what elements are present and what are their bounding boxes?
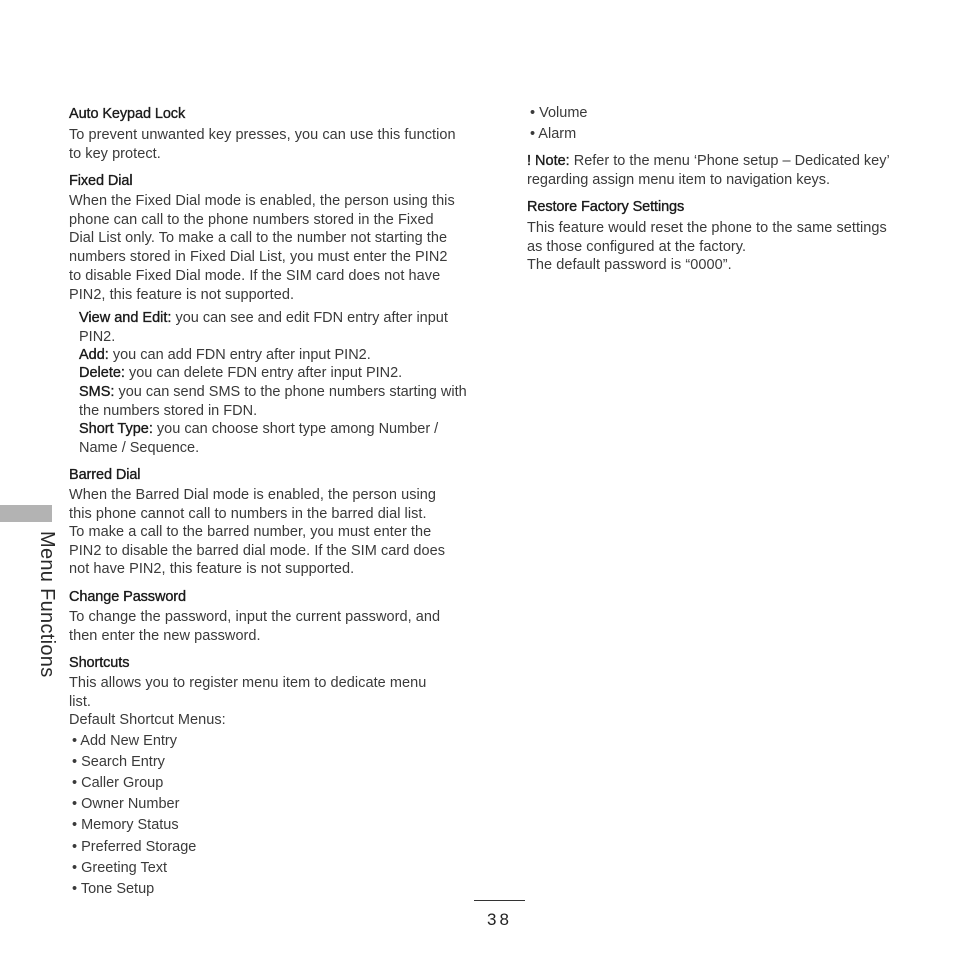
option-text: you can delete FDN entry after input PIN2. — [124, 365, 403, 381]
section-title-shortcuts: Shortcuts — [69, 655, 130, 671]
side-tab-marker — [0, 505, 52, 522]
option-text: you can choose short type among Number / Name / Sequence. — [79, 421, 439, 456]
option-label: Add: — [79, 347, 109, 363]
fdn-option-add — [79, 346, 479, 365]
text-line: To make a call to the barred number, you must enter the — [69, 524, 432, 540]
option-label: SMS: — [79, 384, 115, 400]
text-line: PIN2, this feature is not supported. — [69, 286, 295, 303]
text-line: Dial List only. To make a call to the number not starting the — [69, 230, 448, 247]
option-text: you can see and edit FDN entry after input PIN2. — [79, 310, 448, 345]
note-paragraph — [527, 152, 923, 189]
list-item: • Greeting Text — [72, 860, 168, 876]
note-label: ! Note: — [527, 153, 570, 169]
text-line: Default Shortcut Menus: — [69, 712, 226, 728]
option-label: Short Type: — [79, 421, 153, 437]
option-text: you can add FDN entry after input PIN2. — [108, 347, 371, 363]
text-line: When the Barred Dial mode is enabled, the person using — [69, 487, 437, 503]
section-title-barred-dial: Barred Dial — [69, 467, 141, 483]
text-line: to disable Fixed Dial mode. If the SIM card does not have — [69, 267, 441, 284]
text-line: this phone cannot call to numbers in the barred dial list. — [69, 505, 427, 522]
text-line: phone can call to the phone numbers stored in the Fixed — [69, 211, 434, 228]
list-item: • Preferred Storage — [72, 839, 197, 855]
text-line: To prevent unwanted key presses, you can use this function — [69, 127, 456, 143]
section-title-auto-keypad-lock: Auto Keypad Lock — [69, 106, 186, 122]
option-label: View and Edit: — [79, 310, 172, 326]
text-line: then enter the new password. — [69, 627, 261, 644]
section-title-fixed-dial: Fixed Dial — [69, 173, 133, 189]
text-line: as those configured at the factory. — [527, 238, 747, 255]
text-line: This feature would reset the phone to the same settings — [527, 220, 887, 236]
text-line: This allows you to register menu item to dedicate menu — [69, 675, 427, 691]
fdn-option-short-type — [79, 420, 479, 457]
text-line: list. — [69, 693, 91, 710]
section-title-change-password: Change Password — [69, 589, 186, 605]
list-item: • Tone Setup — [72, 881, 155, 897]
text-line: When the Fixed Dial mode is enabled, the person using this — [69, 193, 455, 209]
fdn-option-delete — [79, 364, 479, 383]
page-number: 38 — [487, 910, 512, 929]
option-label: Delete: — [79, 365, 125, 381]
list-item: • Add New Entry — [72, 733, 178, 749]
fdn-option-sms — [79, 383, 469, 420]
list-item: • Volume — [530, 105, 588, 121]
text-line: numbers stored in Fixed Dial List, you must enter the PIN2 — [69, 249, 448, 266]
list-item: • Alarm — [530, 126, 577, 142]
list-item: • Owner Number — [72, 796, 180, 812]
page-number-rule — [474, 900, 525, 901]
fdn-option-view-edit — [79, 309, 479, 346]
list-item: • Search Entry — [72, 754, 165, 770]
section-title-restore-factory-settings: Restore Factory Settings — [527, 199, 685, 215]
text-line: not have PIN2, this feature is not supported. — [69, 561, 355, 577]
text-line: To change the password, input the current password, and — [69, 609, 441, 625]
text-line: to key protect. — [69, 145, 161, 162]
list-item: • Caller Group — [72, 775, 164, 791]
option-text: you can send SMS to the phone numbers starting with the numbers stored in FDN. — [79, 384, 467, 419]
text-line: The default password is “0000”. — [527, 257, 732, 273]
note-text: Refer to the menu ‘Phone setup – Dedicated key’ regarding assign menu item to navigation keys. — [527, 153, 890, 188]
list-item: • Memory Status — [72, 817, 179, 833]
side-tab-label: Menu Functions — [36, 531, 58, 678]
text-line: PIN2 to disable the barred dial mode. If the SIM card does — [69, 542, 446, 559]
